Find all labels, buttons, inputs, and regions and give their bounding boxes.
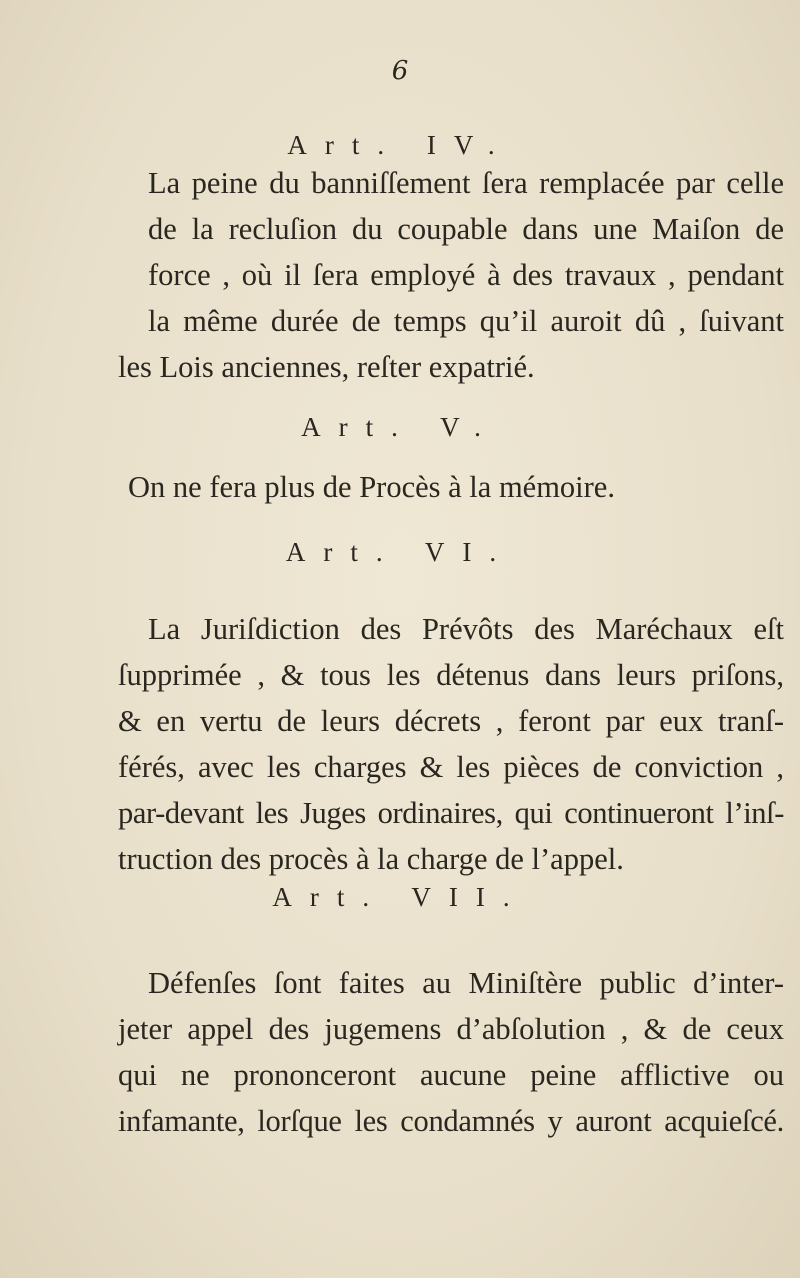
text-line: truction des procès à la charge de l’appel. — [118, 842, 624, 876]
text-line: La Juriſdiction des Prévôts des Maréchaux eſt — [148, 612, 784, 646]
text-line: jeter appel des jugemens d’abſolution , & de ceux — [118, 1012, 784, 1046]
text-line: La peine du banniſſement ſera remplacée par celle — [148, 166, 784, 200]
text-line: la même durée de temps qu’il auroit dû , ſuivant — [148, 304, 784, 338]
page-number: 6 — [391, 56, 409, 86]
text-line: On ne fera plus de Procès à la mémoire. — [128, 470, 615, 504]
article-heading-vi: Art. VI. — [285, 537, 515, 567]
text-line: férés, avec les charges & les pièces de conviction , — [118, 750, 784, 784]
article-heading-iv: Art. IV. — [287, 130, 513, 160]
article-body-vi — [118, 606, 784, 882]
text-line: les Lois anciennes, reſter expatrié. — [118, 350, 535, 384]
article-heading-v: Art. V. — [301, 412, 499, 442]
text-line: par-devant les Juges ordinaires, qui continueront l’inſ- — [118, 796, 784, 830]
article-heading-vii: Art. VII. — [272, 882, 528, 912]
text-line: & en vertu de leurs décrets , feront par eux tranſ- — [118, 704, 784, 738]
text-line: de la recluſion du coupable dans une Maiſon de — [148, 212, 784, 246]
article-body-vii — [118, 960, 784, 1144]
article-body-iv — [118, 160, 784, 390]
text-line: ſupprimée , & tous les détenus dans leurs priſons, — [118, 658, 784, 692]
text-line: infamante, lorſque les condamnés y auront acquieſcé. — [118, 1104, 784, 1138]
text-line: Défenſes ſont faites au Miniſtère public d’inter- — [148, 966, 784, 1000]
text-line: qui ne prononceront aucune peine afflictive ou — [118, 1058, 784, 1092]
text-line: force , où il ſera employé à des travaux , pendant — [148, 258, 784, 292]
article-body-v — [128, 464, 784, 510]
